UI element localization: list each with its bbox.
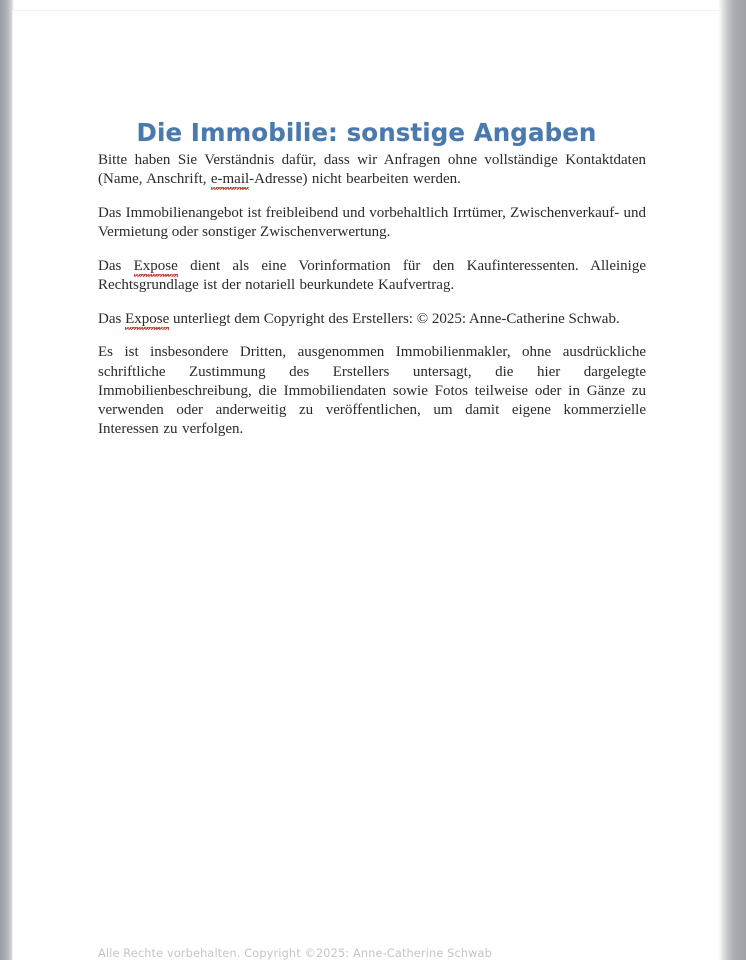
paragraph-freibleibend: Das Immobilienangebot ist freibleibend und vorbehaltlich Irrtümer, Zwischenverkauf- und Vermietung oder sonstiger Zwischenverwertung.	[98, 204, 646, 241]
paragraph-text-before: Bitte haben Sie Verständnis dafür, dass wir Anfragen ohne vollständige Kontaktdaten (Name, Anschrift,	[98, 152, 646, 188]
paragraph-text-before: Das	[98, 257, 134, 274]
paragraph-text-after: dient als eine Vorinformation für den Kaufinteressenten. Alleinige Rechtsgrundlage ist der notariell beurkundete Kaufvertrag.	[98, 257, 646, 294]
spellcheck-misspelled-word: Expose	[125, 310, 169, 329]
document-page	[13, 11, 720, 960]
document-body	[98, 151, 646, 439]
paragraph-untersagt: Es ist insbesondere Dritten, ausgenommen Immobilienmakler, ohne ausdrückliche schriftliche Zustimmung des Erstellers untersagt, die hier dargelegte Immobilienbeschreibung, die Immobiliendaten sowie Fotos teilweise oder in Gänze zu verwenden oder anderweitig zu veröffentlichen, um damit eigene kommerzielle Interessen zu verfolgen.	[98, 344, 646, 438]
page-footer: Alle Rechte vorbehalten. Copyright ©2025: Anne-Catherine Schwab	[98, 947, 492, 960]
page-title: Die Immobilie: sonstige Angaben	[136, 118, 597, 148]
paragraph-text-after: -Adresse) nicht bearbeiten werden.	[249, 171, 461, 188]
paragraph-text-before: Das	[98, 310, 126, 327]
paragraph-copyright	[98, 310, 646, 329]
spellcheck-misspelled-word: e-mail	[211, 170, 249, 189]
paragraph-kontaktdaten	[98, 151, 646, 189]
spellcheck-misspelled-word: Expose	[134, 257, 178, 276]
paragraph-text-after: unterliegt dem Copyright des Erstellers: © 2025: Anne-Catherine Schwab.	[169, 310, 620, 327]
paragraph-vorinformation	[98, 257, 646, 295]
